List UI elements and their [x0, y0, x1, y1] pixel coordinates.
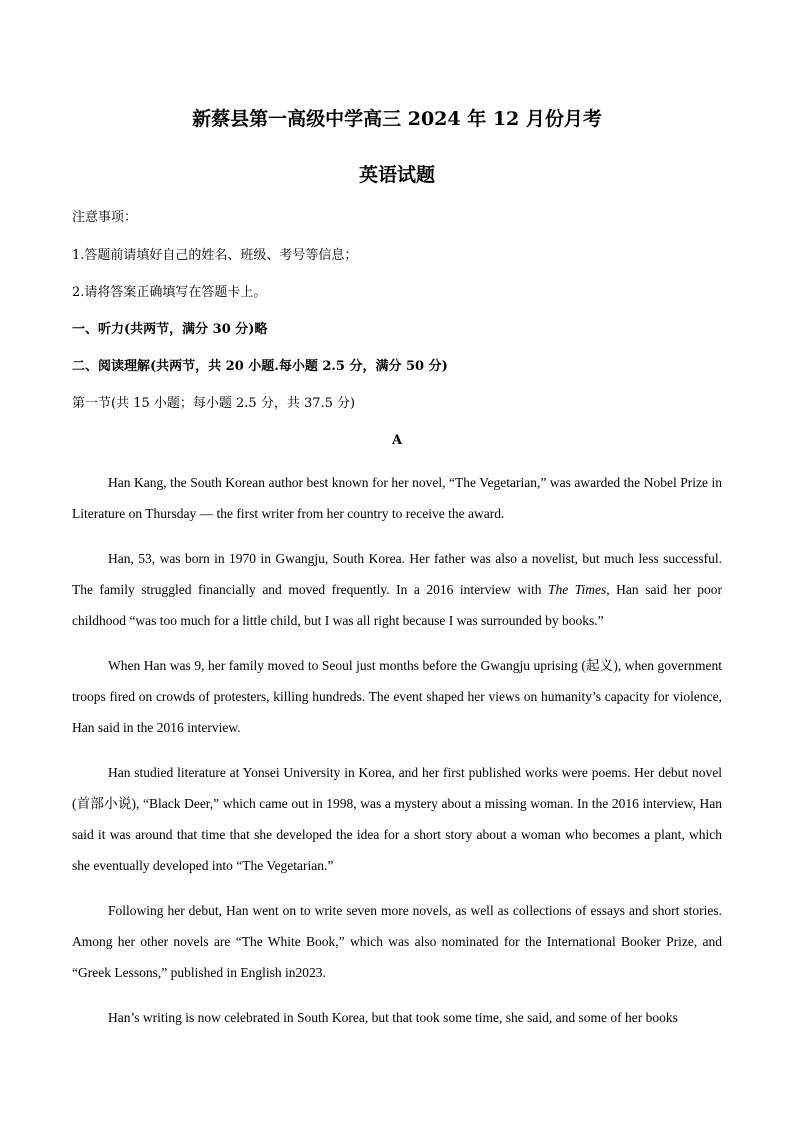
- exam-title: 新蔡县第一高级中学高三 2024 年 12 月份月考: [192, 108, 602, 130]
- paragraph-1: Han Kang, the South Korean author best known for her novel, “The Vegetarian,” was awarded the Nobel Prize in Literature on Thursday — the first writer from her country to receive the award.: [72, 475, 722, 521]
- paragraph-3: When Han was 9, her family moved to Seoul just months before the Gwangju uprising (起义), when government troops fired on crowds of protesters, killing hundreds. The event shaped her views on humanity’s capacity for violence, Han said in the 2016 interview.: [72, 658, 722, 735]
- paragraph-5: Following her debut, Han went on to write seven more novels, as well as collections of essays and short stories. Among her other novels are “The White Book,” which was also nominated for the International Booker Prize, and “Greek Lessons,” published in English in2023.: [72, 903, 722, 980]
- passage-label: A: [391, 433, 403, 448]
- paragraph-2-text-b: , Han said her poor childhood “was too much for a little child, but I was all right because I was surrounded by books.”: [72, 582, 722, 628]
- notice-item-1: 1.答题前请填好自己的姓名、班级、考号等信息；: [72, 248, 358, 263]
- exam-subtitle: 英语试题: [358, 164, 435, 186]
- section-listening: 一、听力(共两节，满分 30 分)略: [72, 322, 268, 337]
- paragraph-6: Han’s writing is now celebrated in South Korea, but that took some time, she said, and some of her books: [108, 1010, 678, 1025]
- section-reading: 二、阅读理解(共两节，共 20 小题.每小题 2.5 分，满分 50 分): [72, 359, 448, 374]
- paragraph-4: Han studied literature at Yonsei University in Korea, and her first published works were poems. Her debut novel (首部小说), “Black Deer,” which came out in 1998, was a mystery about a missing woman. In the 2016 interview, Han said it was around that time that she developed the idea for a short story about a woman who becomes a plant, which she eventually developed into “The Vegetarian.”: [72, 765, 722, 873]
- paragraph-2-italic: The Times: [547, 582, 607, 597]
- notice-heading: 注意事项：: [72, 210, 138, 225]
- paragraph-2: [72, 543, 722, 636]
- paragraph-2-text-a: Han, 53, was born in 1970 in Gwangju, South Korea. Her father was also a novelist, but much less successful. The family struggled financially and moved frequently. In a 2016 interview with: [72, 551, 722, 597]
- part-one-heading: 第一节(共 15 小题；每小题 2.5 分，共 37.5 分): [72, 396, 356, 411]
- notice-item-2: 2.请将答案正确填写在答题卡上。: [72, 285, 267, 300]
